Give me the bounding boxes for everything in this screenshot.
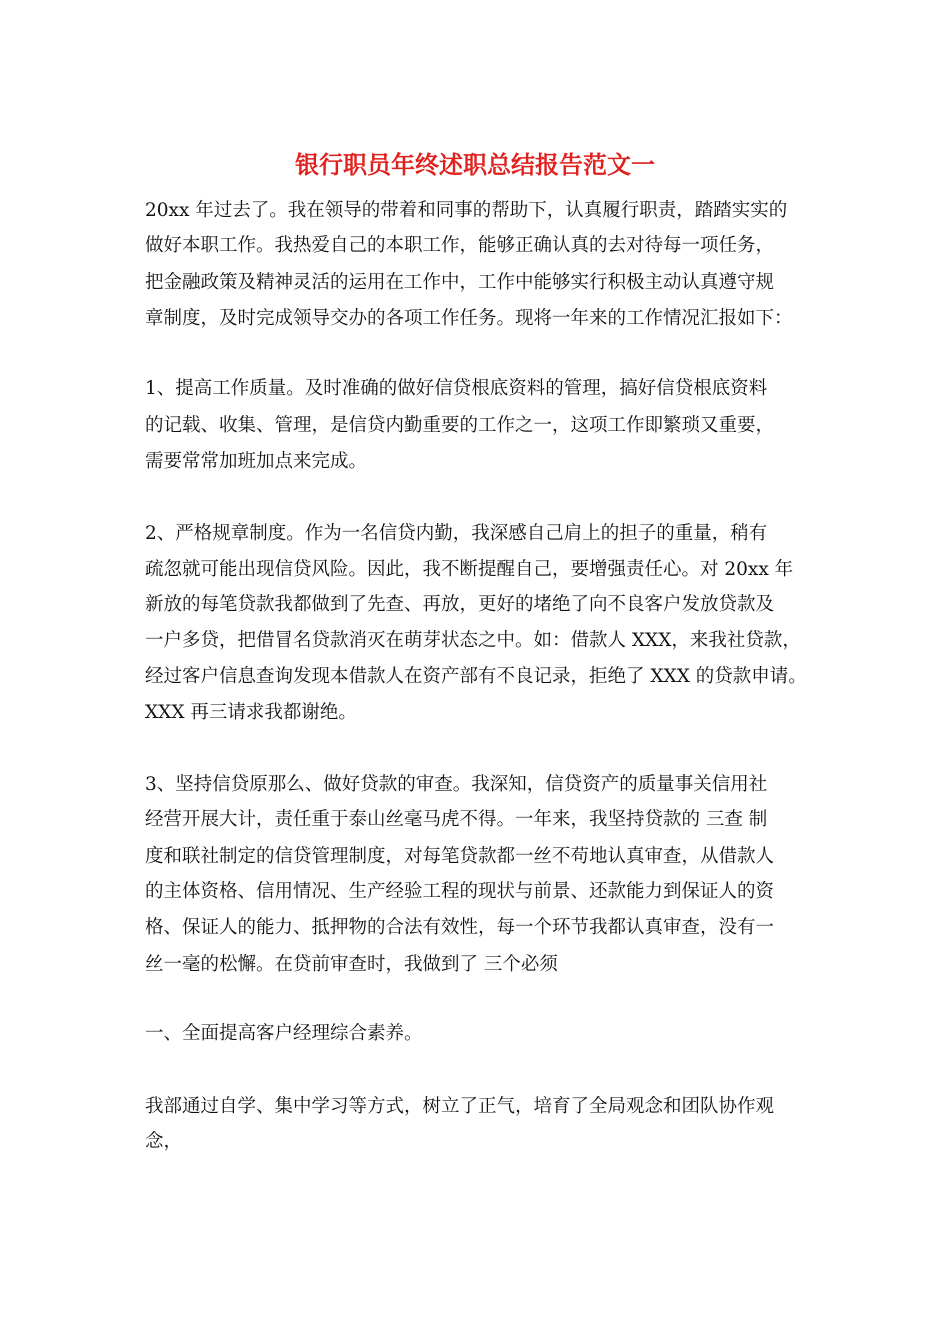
- paragraph-1-line-3: 把金融政策及精神灵活的运用在工作中，工作中能够实行积极主动认真遵守规: [145, 272, 775, 293]
- paragraph-2-line-3: 需要常常加班加点来完成。: [145, 451, 368, 472]
- paragraph-4-line-1: 3、坚持信贷原那么、做好贷款的审查。我深知，信贷资产的质量事关信用社: [145, 774, 768, 795]
- paragraph-4-line-2: 经营开展大计，责任重于泰山丝毫马虎不得。一年来，我坚持贷款的 三查 制: [145, 809, 768, 830]
- paragraph-3-line-3: 新放的每笔贷款我都做到了先查、再放，更好的堵绝了向不良客户发放贷款及: [145, 594, 775, 615]
- paragraph-6-line-2: 念，: [145, 1131, 183, 1152]
- paragraph-2-line-1: 1、提高工作质量。及时准确的做好信贷根底资料的管理，搞好信贷根底资料: [145, 378, 768, 399]
- paragraph-3-line-2: 疏忽就可能出现信贷风险。因此，我不断提醒自己，要增强责任心。对 20xx 年: [145, 559, 794, 580]
- paragraph-4-line-6: 丝一毫的松懈。在贷前审查时，我做到了 三个必须: [145, 954, 558, 975]
- paragraph-3-line-6: XXX 再三请求我都谢绝。: [145, 702, 357, 723]
- paragraph-1-line-2: 做好本职工作。我热爱自己的本职工作，能够正确认真的去对待每一项任务，: [145, 235, 775, 256]
- document-title: 银行职员年终述职总结报告范文一: [295, 150, 655, 179]
- paragraph-4-line-5: 格、保证人的能力、抵押物的合法有效性，每一个环节我都认真审查，没有一: [145, 917, 775, 938]
- paragraph-1-line-1: 20xx 年过去了。我在领导的带着和同事的帮助下，认真履行职责，踏踏实实的: [145, 200, 788, 221]
- paragraph-5-line-1: 一、全面提高客户经理综合素养。: [145, 1023, 423, 1044]
- paragraph-1-line-4: 章制度，及时完成领导交办的各项工作任务。现将一年来的工作情况汇报如下：: [145, 308, 793, 329]
- paragraph-3-line-1: 2、严格规章制度。作为一名信贷内勤，我深感自己肩上的担子的重量，稍有: [145, 523, 768, 544]
- paragraph-6-line-1: 我部通过自学、集中学习等方式，树立了正气，培育了全局观念和团队协作观: [145, 1096, 775, 1117]
- paragraph-2-line-2: 的记载、收集、管理，是信贷内勤重要的工作之一，这项工作即繁琐又重要，: [145, 415, 775, 436]
- paragraph-3-line-4: 一户多贷，把借冒名贷款消灭在萌芽状态之中。如：借款人 XXX，来我社贷款，: [145, 630, 801, 651]
- paragraph-4-line-4: 的主体资格、信用情况、生产经验工程的现状与前景、还款能力到保证人的资: [145, 881, 775, 902]
- paragraph-3-line-5: 经过客户信息查询发现本借款人在资产部有不良记录，拒绝了 XXX 的贷款申请。: [145, 666, 807, 687]
- paragraph-4-line-3: 度和联社制定的信贷管理制度，对每笔贷款都一丝不苟地认真审查，从借款人: [145, 846, 775, 867]
